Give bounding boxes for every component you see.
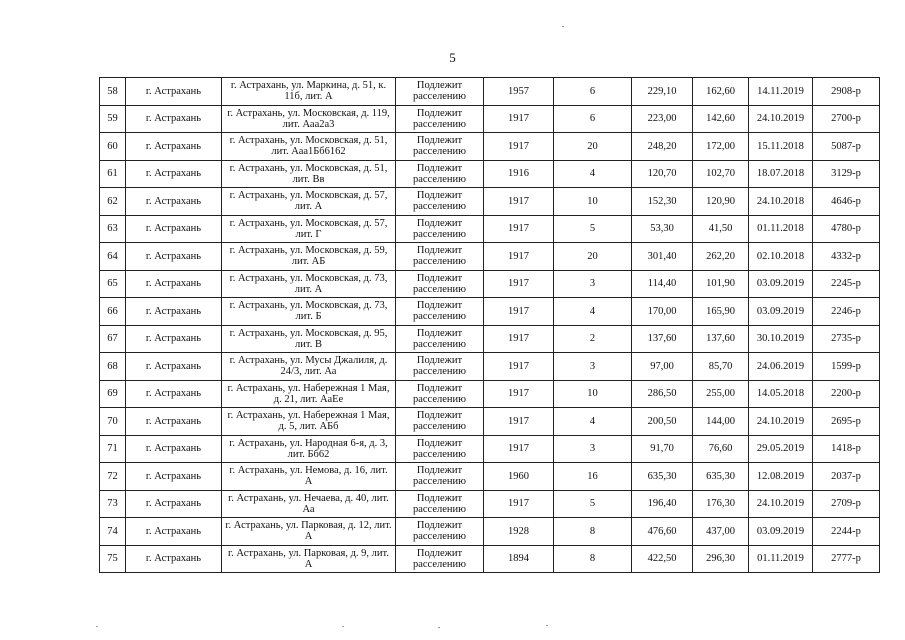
order-number-cell: 2245-р [813, 270, 880, 298]
order-number-cell: 2908-р [813, 78, 880, 106]
status-cell: Подлежит расселению [396, 490, 484, 518]
order-number-cell: 2735-р [813, 325, 880, 353]
total-area-cell: 200,50 [632, 408, 693, 436]
date-cell: 24.10.2019 [749, 105, 813, 133]
living-area-cell: 120,90 [693, 188, 749, 216]
row-number: 68 [100, 353, 126, 381]
order-number-cell: 5087-р [813, 133, 880, 161]
row-number: 66 [100, 298, 126, 326]
address-cell: г. Астрахань, ул. Московская, д. 59, лит. АБ [222, 243, 396, 271]
order-number-cell: 2777-р [813, 545, 880, 573]
residents-cell: 10 [554, 380, 632, 408]
city-cell: г. Астрахань [126, 380, 222, 408]
date-cell: 12.08.2019 [749, 463, 813, 491]
row-number: 65 [100, 270, 126, 298]
year-cell: 1928 [484, 518, 554, 546]
address-cell: г. Астрахань, ул. Московская, д. 73, лит. А [222, 270, 396, 298]
year-cell: 1917 [484, 298, 554, 326]
total-area-cell: 152,30 [632, 188, 693, 216]
address-cell: г. Астрахань, ул. Народная 6-я, д. 3, лит. Бб62 [222, 435, 396, 463]
table-row [100, 353, 880, 381]
status-cell: Подлежит расселению [396, 188, 484, 216]
date-cell: 03.09.2019 [749, 298, 813, 326]
residents-cell: 2 [554, 325, 632, 353]
year-cell: 1917 [484, 380, 554, 408]
address-cell: г. Астрахань, ул. Мусы Джалиля, д. 24/3, лит. Аа [222, 353, 396, 381]
date-cell: 03.09.2019 [749, 270, 813, 298]
living-area-cell: 437,00 [693, 518, 749, 546]
year-cell: 1960 [484, 463, 554, 491]
date-cell: 03.09.2019 [749, 518, 813, 546]
status-cell: Подлежит расселению [396, 408, 484, 436]
status-cell: Подлежит расселению [396, 243, 484, 271]
city-cell: г. Астрахань [126, 105, 222, 133]
living-area-cell: 262,20 [693, 243, 749, 271]
address-cell: г. Астрахань, ул. Нечаева, д. 40, лит. Аа [222, 490, 396, 518]
row-number: 75 [100, 545, 126, 573]
residents-cell: 6 [554, 78, 632, 106]
year-cell: 1917 [484, 353, 554, 381]
date-cell: 29.05.2019 [749, 435, 813, 463]
row-number: 73 [100, 490, 126, 518]
scan-speck [546, 625, 548, 626]
living-area-cell: 176,30 [693, 490, 749, 518]
date-cell: 01.11.2019 [749, 545, 813, 573]
living-area-cell: 172,00 [693, 133, 749, 161]
order-number-cell: 2709-р [813, 490, 880, 518]
address-cell: г. Астрахань, ул. Московская, д. 57, лит. А [222, 188, 396, 216]
living-area-cell: 296,30 [693, 545, 749, 573]
table-row [100, 133, 880, 161]
residents-cell: 8 [554, 545, 632, 573]
total-area-cell: 120,70 [632, 160, 693, 188]
scan-speck [438, 627, 440, 628]
row-number: 63 [100, 215, 126, 243]
year-cell: 1917 [484, 435, 554, 463]
date-cell: 24.10.2019 [749, 490, 813, 518]
row-number: 70 [100, 408, 126, 436]
residents-cell: 16 [554, 463, 632, 491]
table-row [100, 78, 880, 106]
table-row [100, 545, 880, 573]
row-number: 64 [100, 243, 126, 271]
year-cell: 1917 [484, 133, 554, 161]
date-cell: 24.10.2018 [749, 188, 813, 216]
page-number: 5 [449, 50, 456, 65]
status-cell: Подлежит расселению [396, 463, 484, 491]
residents-cell: 5 [554, 215, 632, 243]
city-cell: г. Астрахань [126, 518, 222, 546]
total-area-cell: 229,10 [632, 78, 693, 106]
date-cell: 14.11.2019 [749, 78, 813, 106]
order-number-cell: 2244-р [813, 518, 880, 546]
city-cell: г. Астрахань [126, 215, 222, 243]
year-cell: 1917 [484, 408, 554, 436]
status-cell: Подлежит расселению [396, 160, 484, 188]
table-row [100, 408, 880, 436]
year-cell: 1917 [484, 490, 554, 518]
total-area-cell: 476,60 [632, 518, 693, 546]
date-cell: 15.11.2018 [749, 133, 813, 161]
living-area-cell: 162,60 [693, 78, 749, 106]
order-number-cell: 2037-р [813, 463, 880, 491]
table-row [100, 463, 880, 491]
address-cell: г. Астрахань, ул. Парковая, д. 9, лит. А [222, 545, 396, 573]
residents-cell: 6 [554, 105, 632, 133]
row-number: 62 [100, 188, 126, 216]
city-cell: г. Астрахань [126, 325, 222, 353]
date-cell: 18.07.2018 [749, 160, 813, 188]
order-number-cell: 4646-р [813, 188, 880, 216]
row-number: 58 [100, 78, 126, 106]
residents-cell: 3 [554, 435, 632, 463]
total-area-cell: 137,60 [632, 325, 693, 353]
status-cell: Подлежит расселению [396, 353, 484, 381]
order-number-cell: 3129-р [813, 160, 880, 188]
year-cell: 1917 [484, 325, 554, 353]
living-area-cell: 144,00 [693, 408, 749, 436]
residents-cell: 4 [554, 160, 632, 188]
total-area-cell: 97,00 [632, 353, 693, 381]
row-number: 61 [100, 160, 126, 188]
city-cell: г. Астрахань [126, 408, 222, 436]
total-area-cell: 422,50 [632, 545, 693, 573]
date-cell: 30.10.2019 [749, 325, 813, 353]
table-row [100, 518, 880, 546]
address-cell: г. Астрахань, ул. Набережная 1 Мая, д. 5, лит. АБб [222, 408, 396, 436]
living-area-cell: 101,90 [693, 270, 749, 298]
table-row [100, 270, 880, 298]
city-cell: г. Астрахань [126, 298, 222, 326]
city-cell: г. Астрахань [126, 160, 222, 188]
residents-cell: 4 [554, 298, 632, 326]
address-cell: г. Астрахань, ул. Московская, д. 57, лит. Г [222, 215, 396, 243]
city-cell: г. Астрахань [126, 353, 222, 381]
status-cell: Подлежит расселению [396, 325, 484, 353]
date-cell: 14.05.2018 [749, 380, 813, 408]
table-row [100, 298, 880, 326]
residents-cell: 20 [554, 243, 632, 271]
order-number-cell: 2246-р [813, 298, 880, 326]
housing-registry-table [99, 77, 880, 573]
date-cell: 01.11.2018 [749, 215, 813, 243]
living-area-cell: 41,50 [693, 215, 749, 243]
address-cell: г. Астрахань, ул. Московская, д. 51, лит. Ааа1Бб6162 [222, 133, 396, 161]
city-cell: г. Астрахань [126, 270, 222, 298]
total-area-cell: 114,40 [632, 270, 693, 298]
total-area-cell: 301,40 [632, 243, 693, 271]
city-cell: г. Астрахань [126, 188, 222, 216]
city-cell: г. Астрахань [126, 490, 222, 518]
address-cell: г. Астрахань, ул. Московская, д. 119, лит. Ааа2а3 [222, 105, 396, 133]
living-area-cell: 102,70 [693, 160, 749, 188]
status-cell: Подлежит расселению [396, 105, 484, 133]
scan-speck [96, 626, 98, 627]
row-number: 71 [100, 435, 126, 463]
residents-cell: 4 [554, 408, 632, 436]
total-area-cell: 196,40 [632, 490, 693, 518]
address-cell: г. Астрахань, ул. Маркина, д. 51, к. 11б, лит. А [222, 78, 396, 106]
table-row [100, 435, 880, 463]
order-number-cell: 4780-р [813, 215, 880, 243]
table-row [100, 160, 880, 188]
address-cell: г. Астрахань, ул. Парковая, д. 12, лит. А [222, 518, 396, 546]
order-number-cell: 1418-р [813, 435, 880, 463]
status-cell: Подлежит расселению [396, 435, 484, 463]
living-area-cell: 137,60 [693, 325, 749, 353]
order-number-cell: 1599-р [813, 353, 880, 381]
residents-cell: 5 [554, 490, 632, 518]
order-number-cell: 2700-р [813, 105, 880, 133]
total-area-cell: 635,30 [632, 463, 693, 491]
status-cell: Подлежит расселению [396, 298, 484, 326]
address-cell: г. Астрахань, ул. Московская, д. 51, лит. Вв [222, 160, 396, 188]
status-cell: Подлежит расселению [396, 518, 484, 546]
living-area-cell: 635,30 [693, 463, 749, 491]
residents-cell: 10 [554, 188, 632, 216]
table-row [100, 243, 880, 271]
year-cell: 1917 [484, 243, 554, 271]
scan-speck [562, 26, 564, 27]
date-cell: 02.10.2018 [749, 243, 813, 271]
row-number: 74 [100, 518, 126, 546]
year-cell: 1957 [484, 78, 554, 106]
city-cell: г. Астрахань [126, 133, 222, 161]
living-area-cell: 142,60 [693, 105, 749, 133]
order-number-cell: 2200-р [813, 380, 880, 408]
residents-cell: 3 [554, 353, 632, 381]
row-number: 59 [100, 105, 126, 133]
total-area-cell: 170,00 [632, 298, 693, 326]
total-area-cell: 286,50 [632, 380, 693, 408]
status-cell: Подлежит расселению [396, 380, 484, 408]
city-cell: г. Астрахань [126, 435, 222, 463]
row-number: 69 [100, 380, 126, 408]
address-cell: г. Астрахань, ул. Немова, д. 16, лит. А [222, 463, 396, 491]
address-cell: г. Астрахань, ул. Набережная 1 Мая, д. 21, лит. АаЕе [222, 380, 396, 408]
order-number-cell: 2695-р [813, 408, 880, 436]
total-area-cell: 248,20 [632, 133, 693, 161]
total-area-cell: 53,30 [632, 215, 693, 243]
year-cell: 1917 [484, 105, 554, 133]
year-cell: 1917 [484, 188, 554, 216]
living-area-cell: 255,00 [693, 380, 749, 408]
row-number: 67 [100, 325, 126, 353]
date-cell: 24.10.2019 [749, 408, 813, 436]
row-number: 72 [100, 463, 126, 491]
living-area-cell: 165,90 [693, 298, 749, 326]
city-cell: г. Астрахань [126, 78, 222, 106]
row-number: 60 [100, 133, 126, 161]
address-cell: г. Астрахань, ул. Московская, д. 95, лит. В [222, 325, 396, 353]
status-cell: Подлежит расселению [396, 133, 484, 161]
table-row [100, 325, 880, 353]
residents-cell: 3 [554, 270, 632, 298]
living-area-cell: 76,60 [693, 435, 749, 463]
order-number-cell: 4332-р [813, 243, 880, 271]
scan-speck [342, 626, 344, 627]
year-cell: 1917 [484, 270, 554, 298]
date-cell: 24.06.2019 [749, 353, 813, 381]
residents-cell: 20 [554, 133, 632, 161]
status-cell: Подлежит расселению [396, 215, 484, 243]
residents-cell: 8 [554, 518, 632, 546]
table-row [100, 380, 880, 408]
year-cell: 1894 [484, 545, 554, 573]
living-area-cell: 85,70 [693, 353, 749, 381]
year-cell: 1916 [484, 160, 554, 188]
city-cell: г. Астрахань [126, 463, 222, 491]
city-cell: г. Астрахань [126, 243, 222, 271]
table-row [100, 490, 880, 518]
total-area-cell: 223,00 [632, 105, 693, 133]
city-cell: г. Астрахань [126, 545, 222, 573]
table-row [100, 105, 880, 133]
status-cell: Подлежит расселению [396, 545, 484, 573]
address-cell: г. Астрахань, ул. Московская, д. 73, лит. Б [222, 298, 396, 326]
status-cell: Подлежит расселению [396, 270, 484, 298]
table-row [100, 215, 880, 243]
status-cell: Подлежит расселению [396, 78, 484, 106]
table-row [100, 188, 880, 216]
year-cell: 1917 [484, 215, 554, 243]
total-area-cell: 91,70 [632, 435, 693, 463]
